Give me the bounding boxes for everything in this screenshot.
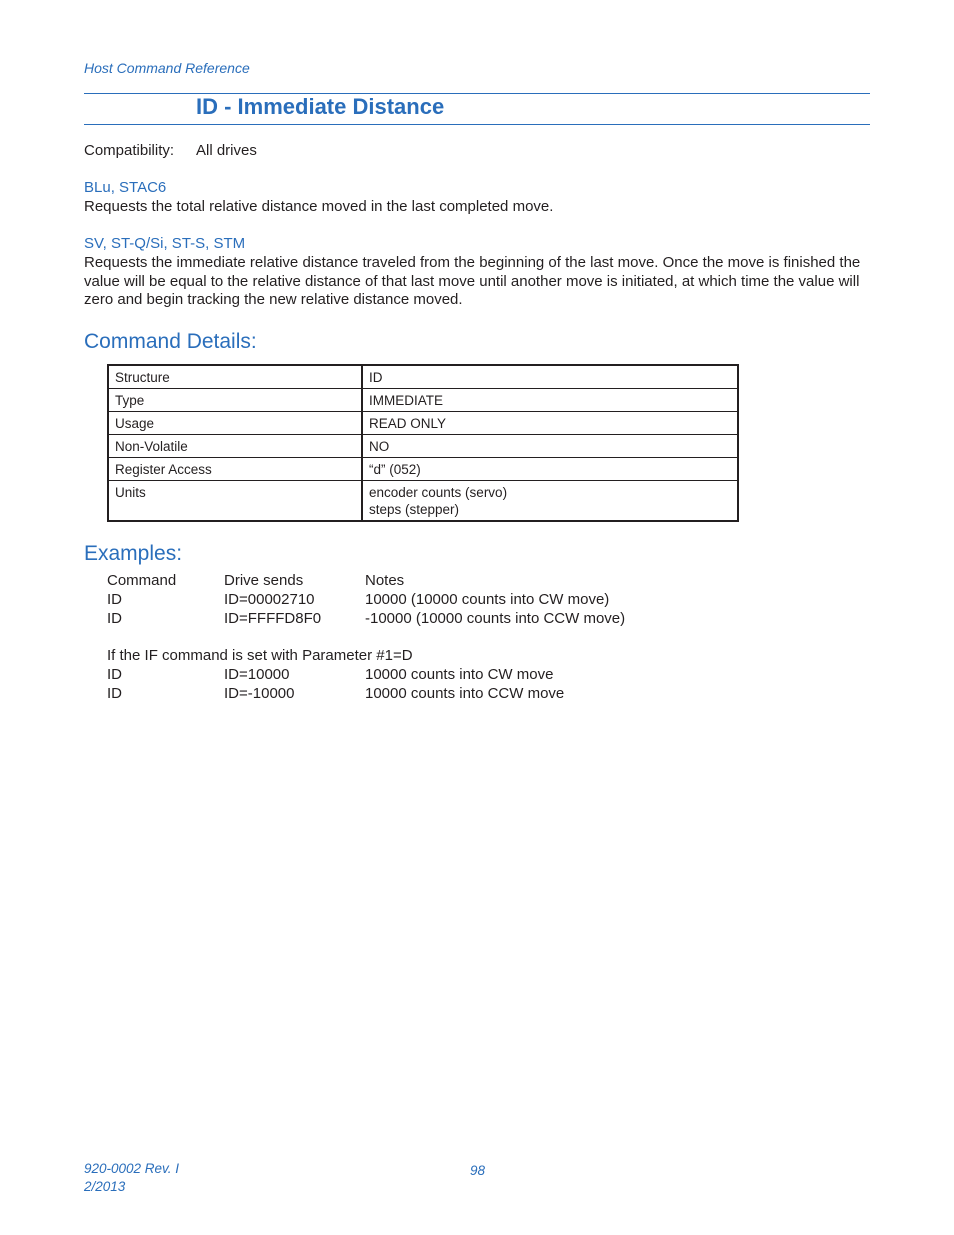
example-command: ID <box>107 591 122 608</box>
page-title: ID - Immediate Distance <box>196 94 445 119</box>
row-label: Register Access <box>108 458 362 481</box>
footer-doc-number: 920-0002 Rev. I <box>84 1161 180 1176</box>
row-label: Units <box>108 481 362 522</box>
example-response: ID=10000 <box>224 666 290 683</box>
example-note: -10000 (10000 counts into CCW move) <box>365 610 626 627</box>
example-note: 10000 counts into CW move <box>365 666 554 683</box>
compatibility-label: Compatibility: <box>84 142 175 159</box>
row-label: Structure <box>108 365 362 389</box>
blu-stac6-description: Requests the total relative distance moved in the last completed move. <box>84 198 554 215</box>
example-note: 10000 counts into CCW move <box>365 685 565 702</box>
example-note: 10000 (10000 counts into CW move) <box>365 591 610 608</box>
row-value: ID <box>362 365 738 389</box>
column-drive-sends: Drive sends <box>224 572 304 589</box>
row-label: Non-Volatile <box>108 435 362 458</box>
row-value: encoder counts (servo) steps (stepper) <box>362 481 738 522</box>
row-value: NO <box>362 435 738 458</box>
title-bottom-rule <box>84 124 870 125</box>
table-row <box>108 412 738 435</box>
table-row <box>108 389 738 412</box>
running-header: Host Command Reference <box>84 60 250 76</box>
column-notes: Notes <box>365 572 405 589</box>
example-command: ID <box>107 610 122 627</box>
table-row <box>108 458 738 481</box>
row-value: READ ONLY <box>362 412 738 435</box>
command-details-heading: Command Details: <box>84 330 257 353</box>
table-row <box>108 365 738 389</box>
example-command: ID <box>107 666 122 683</box>
column-command: Command <box>107 572 177 589</box>
row-value: IMMEDIATE <box>362 389 738 412</box>
example-command: ID <box>107 685 122 702</box>
command-details-table <box>107 364 739 522</box>
footer-doc-info <box>84 1160 179 1196</box>
sv-st-description: Requests the immediate relative distance traveled from the beginning of the last move. Once the move is finished the value will be equal to the relative distance of that last move until another move is initiated, at which time the value will zero and begin tracking the new relative distance moved. <box>84 254 861 308</box>
blu-stac6-heading: BLu, STAC6 <box>84 179 167 196</box>
table-row <box>108 435 738 458</box>
row-value: “d” (052) <box>362 458 738 481</box>
footer-date: 2/2013 <box>84 1179 126 1194</box>
example-response: ID=FFFFD8F0 <box>224 610 322 627</box>
table-row <box>108 481 738 522</box>
examples-condition: If the IF command is set with Parameter #1=D <box>107 647 413 664</box>
row-label: Type <box>108 389 362 412</box>
compatibility-value: All drives <box>196 142 257 159</box>
examples-heading: Examples: <box>84 542 183 565</box>
example-response: ID=-10000 <box>224 685 295 702</box>
example-response: ID=00002710 <box>224 591 315 608</box>
row-label: Usage <box>108 412 362 435</box>
sv-st-heading: SV, ST-Q/Si, ST-S, STM <box>84 235 246 252</box>
page-number: 98 <box>470 1163 486 1178</box>
